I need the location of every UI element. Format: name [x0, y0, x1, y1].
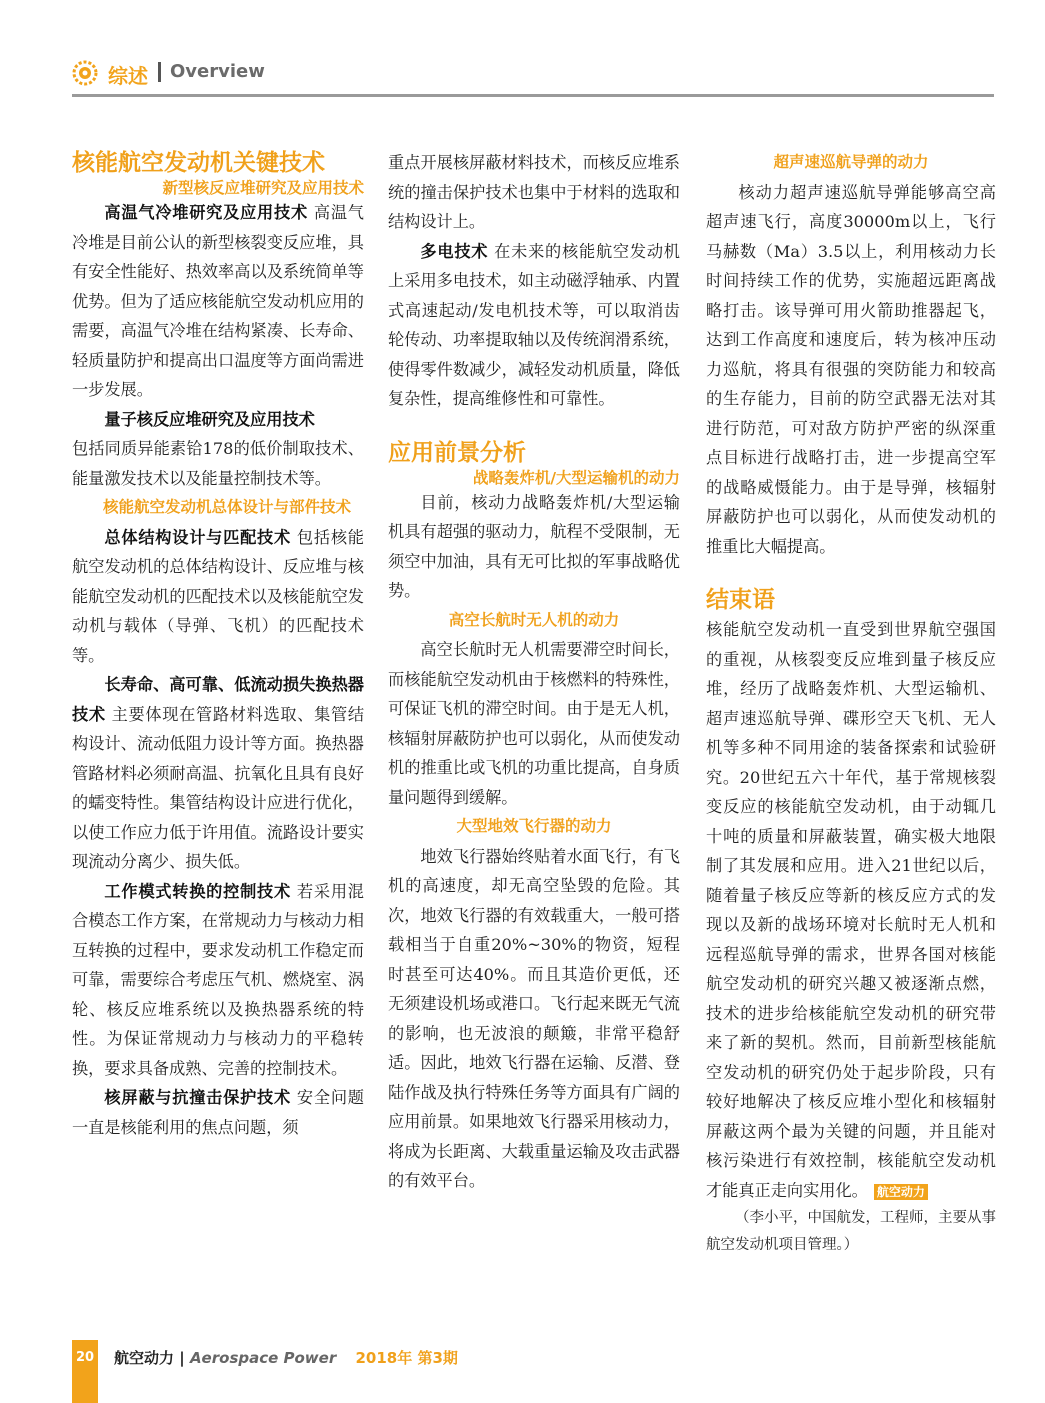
- paragraph-text: 核动力超声速巡航导弹能够高空高超声速飞行，高度30000m以上，飞行马赫数（Ma）3.5以上，利用核动力长时间持续工作的优势，实施超远距离战略打击。该导弹可用火箭助推器起飞，达到工作高度和速度后，转为核冲压动力巡航，将具有很强的突防能力和较高的生存能力，目前的防空武器无法对其进行防范，可对敌方防护严密的纵深重点目标进行战略打击，进一步提高空军的战略威慑能力。由于是导弹，核辐射屏蔽防护也可以弱化，从而使发动机的推重比大幅提高。: [706, 182, 996, 556]
- keyword: 量子核反应堆研究及应用技术: [104, 409, 315, 429]
- paragraph: [72, 877, 364, 1084]
- paragraph-text: 包括核能航空发动机的总体结构设计、反应堆与核能航空发动机的匹配技术以及核能航空发动机与载体（导弹、飞机）的匹配技术等。: [72, 527, 364, 665]
- subsection-title: 超声速巡航导弹的动力: [773, 153, 929, 171]
- paragraph: [72, 670, 364, 877]
- paragraph-text: 目前，核动力战略轰炸机/大型运输机具有超强的驱动力，航程不受限制，无须空中加油，具有无可比拟的军事战略优势。: [388, 492, 680, 600]
- column-3: [706, 148, 996, 1259]
- subsection-title: 高空长航时无人机的动力: [448, 610, 620, 629]
- paragraph: [72, 523, 364, 671]
- keyword: 多电技术: [420, 241, 489, 261]
- header-divider: [158, 62, 161, 82]
- paragraph: [72, 198, 364, 405]
- end-badge: 航空动力: [874, 1184, 928, 1200]
- paragraph-text: 重点开展核屏蔽材料技术，而核反应堆系统的撞击保护技术也集中于材料的选取和结构设计上。: [388, 153, 680, 231]
- footer-journal: [114, 1347, 458, 1368]
- keyword: 核屏蔽与抗撞击保护技术: [104, 1088, 291, 1107]
- paragraph-text: 高温气冷堆是目前公认的新型核裂变反应堆，具有安全性能好、热效率高以及系统简单等优势。但为了适应核能航空发动机应用的需要，高温气冷堆在结构紧凑、长寿命、轻质量防护和提高出口温度等方面尚需进一步发展。: [72, 203, 364, 399]
- page-header: [72, 58, 994, 98]
- footer-divider: |: [179, 1349, 190, 1367]
- section-label-en: Overview: [170, 61, 265, 82]
- column-2: [388, 148, 680, 1196]
- subsection-title: 大型地效飞行器的动力: [456, 817, 612, 835]
- keyword: 长寿命、高可靠、低流动损失换热器技术: [72, 675, 364, 724]
- section-title: 应用前景分析: [388, 439, 526, 466]
- paragraph-text: 包括同质异能素铪178的低价制取技术、能量激发技术以及能量控制技术等。: [72, 439, 364, 488]
- paragraph-text: 在未来的核能航空发动机上采用多电技术，如主动磁浮轴承、内置式高速起动/发电机技术等，可以取消齿轮传动、功率提取轴以及传统润滑系统，使得零件数减少，减轻发动机质量，降低复杂性，提高维修性和可靠性。: [388, 241, 680, 408]
- subsection-title: 新型核反应堆研究及应用技术: [162, 179, 364, 197]
- paragraph-text: 核能航空发动机一直受到世界航空强国的重视，从核裂变反应堆到量子核反应堆，经历了战略轰炸机、大型运输机、超声速巡航导弹、碟形空天飞机、无人机等多种不同用途的装备探索和试验研究。20世纪五六十年代，基于常规核裂变反应的核能航空发动机，由于动辄几十吨的质量和屏蔽装置，确实极大地限制了其发展和应用。进入21世纪以后，随着量子核反应等新的核反应方式的发现以及新的战场环境对长航时无人机和远程巡航导弹的需求，世界各国对核能航空发动机的研究兴趣又被逐渐点燃，技术的进步给核能航空发动机的研究带来了新的契机。然而，目前新型核能航空发动机的研究仍处于起步阶段，只有较好地解决了核反应堆小型化和核辐射屏蔽这两个最为关键的问题，并且能对核污染进行有效控制，核能航空发动机才能真正走向实用化。: [706, 620, 996, 1200]
- section-title: 结束语: [706, 587, 775, 613]
- author-note: （李小平，中国航发，工程师，主要从事航空发动机项目管理。）: [706, 1210, 996, 1253]
- section-label-cn: 综述: [108, 64, 148, 88]
- keyword: 工作模式转换的控制技术: [104, 881, 291, 901]
- paragraph-text: 高空长航时无人机需要滞空时间长，而核能航空发动机由于核燃料的特殊性，可保证飞机的滞空时间。由于是无人机，核辐射屏蔽防护也可以弱化，从而使发动机的推重比或飞机的功重比提高，自身质量问题得到缓解。: [388, 640, 680, 807]
- paragraph-text: 地效飞行器始终贴着水面飞行，有飞机的高速度，却无高空坠毁的危险。其次，地效飞行器的有效载重大，一般可搭载相当于自重20%~30%的物资，短程时甚至可达40%。而且其造价更低，还无须建设机场或港口。飞行起来既无气流的影响，也无波浪的颠簸，非常平稳舒适。因此，地效飞行器在运输、反潜、登陆作战及执行特殊任务等方面具有广阔的应用前景。如果地效飞行器采用核动力，将成为长距离、大载重量运输及攻击武器的有效平台。: [388, 846, 680, 1190]
- gear-logo-icon: [72, 60, 98, 86]
- keyword: 总体结构设计与匹配技术: [104, 527, 291, 547]
- header-rule: [72, 94, 994, 97]
- column-1: [72, 148, 364, 1142]
- subsection-title: 战略轰炸机/大型运输机的动力: [472, 468, 680, 487]
- paragraph: [706, 615, 996, 1205]
- journal-name-cn: 航空动力: [114, 1349, 175, 1367]
- paragraph: [72, 405, 364, 435]
- paragraph-text: 安全问题一直是核能利用的焦点问题，须: [72, 1088, 364, 1137]
- section-title: 核能航空发动机关键技术: [72, 150, 325, 176]
- page-number: 20: [75, 1350, 95, 1365]
- paragraph-text: 主要体现在管路材料选取、集管结构设计、流动低阻力设计等方面。换热器管路材料必须耐高温、抗氧化且具有良好的蠕变特性。集管结构设计应进行优化，以使工作应力低于许用值。流路设计要实现流动分离少、损失低。: [72, 704, 365, 871]
- paragraph: [72, 1083, 364, 1142]
- subsection-title: 核能航空发动机总体设计与部件技术: [103, 498, 352, 516]
- journal-name-en: Aerospace Power: [189, 1349, 337, 1367]
- paragraph-text: 若采用混合模态工作方案，在常规动力与核动力相互转换的过程中，要求发动机工作稳定而可靠，需要综合考虑压气机、燃烧室、涡轮、核反应堆系统以及换热器系统的特性。为保证常规动力与核动力的平稳转换，要求具备成熟、完善的控制技术。: [72, 881, 364, 1078]
- paragraph: [388, 237, 680, 414]
- keyword: 高温气冷堆研究及应用技术: [104, 203, 308, 222]
- journal-issue: 2018年 第3期: [355, 1349, 458, 1367]
